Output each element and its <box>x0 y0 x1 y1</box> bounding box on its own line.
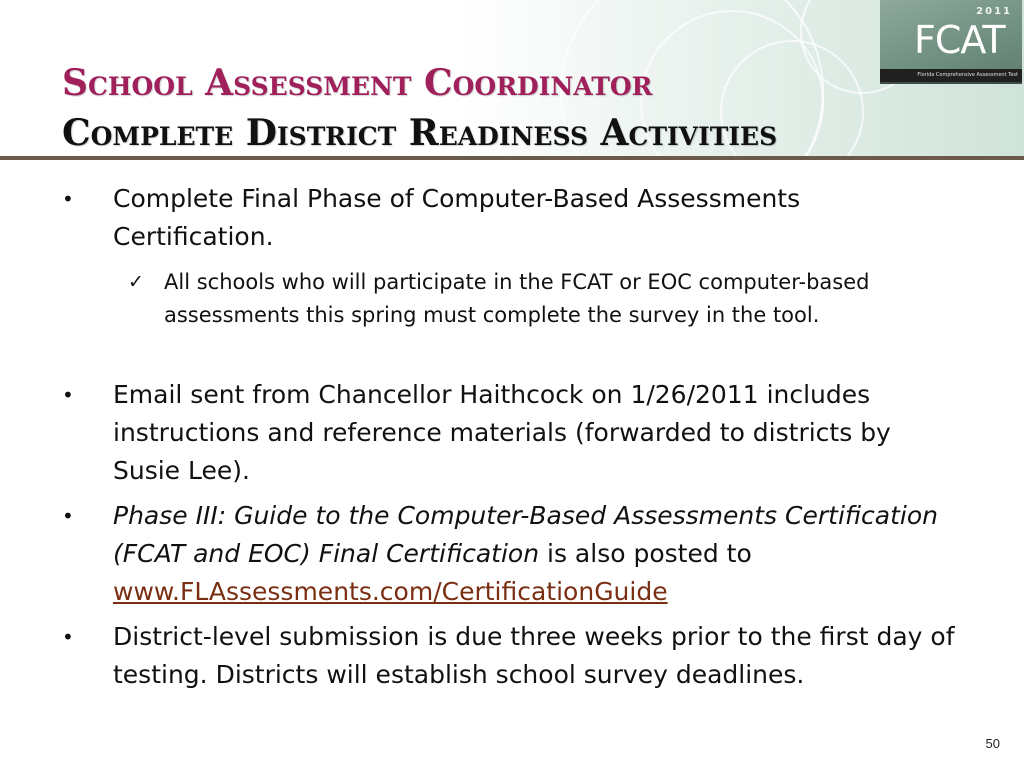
page-number: 50 <box>985 736 1000 751</box>
bullet-marker: • <box>62 504 74 528</box>
bullet-text: Complete Final Phase of Computer-Based Assessments Certification. <box>113 184 801 251</box>
sub-bullet-text: All schools who will participate in the FCAT or EOC computer-based assessments this spring must complete the survey in the tool. <box>164 270 870 327</box>
guide-title: Phase III: Guide to the Computer-Based Assessments Certification (FCAT and EOC) Final Certification <box>113 501 938 568</box>
slide-title: School Assessment Coordinator <box>62 62 653 104</box>
logo-year: 2011 <box>976 6 1012 17</box>
bullet-text <box>113 497 963 611</box>
bullet-text-middle: is also posted to <box>539 539 752 568</box>
logo-tagline: Florida Comprehensive Assessment Test <box>880 69 1022 82</box>
slide-subtitle: Complete District Readiness Activities <box>62 112 778 154</box>
bullet-marker: • <box>62 187 74 211</box>
checkmark-icon: ✓ <box>128 271 144 293</box>
header-divider <box>0 156 1024 160</box>
certification-guide-link[interactable]: www.FLAssessments.com/CertificationGuide <box>113 577 668 606</box>
fcat-logo <box>880 0 1022 84</box>
logo-name: FCAT <box>914 18 1005 62</box>
bullet-text: Email sent from Chancellor Haithcock on 1/26/2011 includes instructions and reference materials (forwarded to districts by Susie Lee). <box>113 380 891 485</box>
bullet-marker: • <box>62 625 74 649</box>
bullet-text: District-level submission is due three weeks prior to the first day of testing. Districts will establish school survey deadlines. <box>113 622 955 689</box>
bullet-marker: • <box>62 383 74 407</box>
